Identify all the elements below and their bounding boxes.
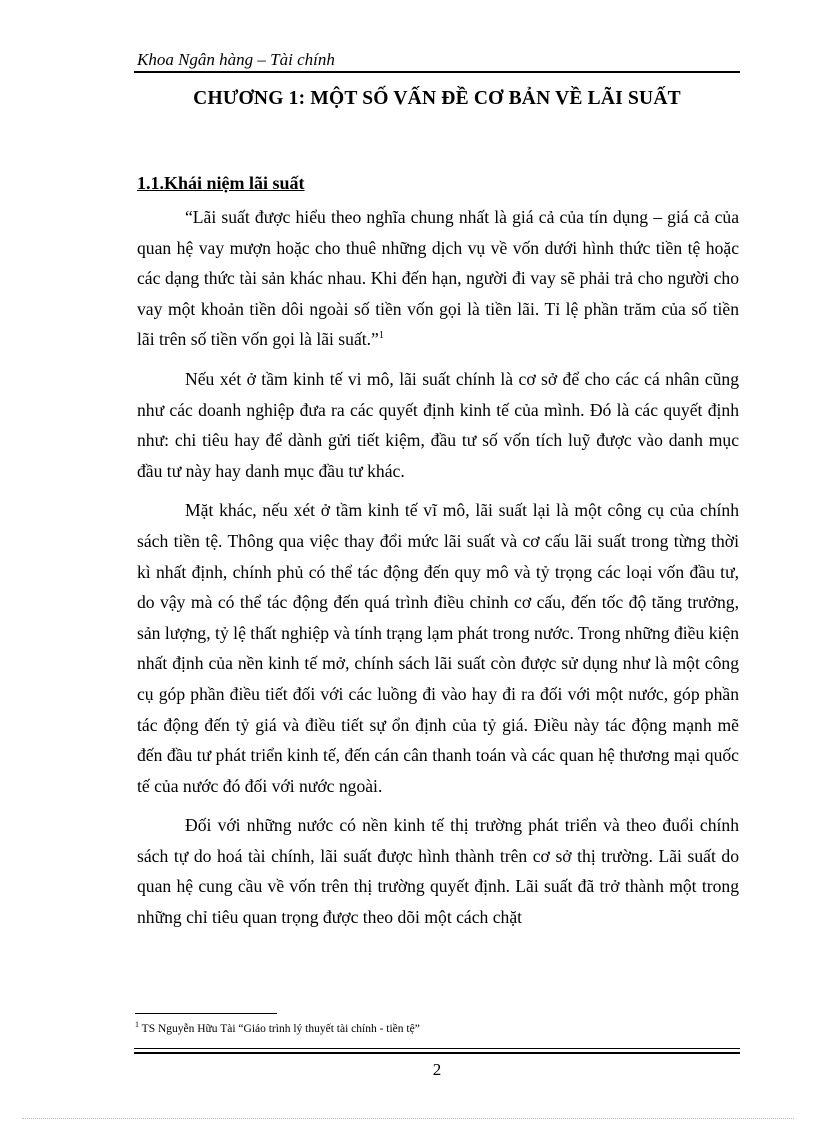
page-header: Khoa Ngân hàng – Tài chính bbox=[137, 50, 335, 69]
section-heading: 1.1.Khái niệm lãi suất bbox=[137, 173, 305, 193]
footnote-separator bbox=[135, 1013, 277, 1014]
footer-rule-thick bbox=[134, 1052, 740, 1054]
page-edge-divider bbox=[22, 1118, 794, 1119]
footer-rule bbox=[134, 1048, 740, 1049]
footnote-text: TS Nguyễn Hữu Tài “Giáo trình lý thuyết tài chính - tiền tệ” bbox=[141, 1022, 420, 1035]
footnote-reference[interactable]: 1 bbox=[378, 330, 384, 342]
header-rule bbox=[134, 71, 740, 73]
paragraph: Mặt khác, nếu xét ở tầm kinh tế vĩ mô, lãi suất lại là một công cụ của chính sách tiền tệ. Thông qua việc thay đổi mức lãi suất và cơ cấu lãi suất trong từng thời kì nhất định, chính phủ có thể tác động đến quy mô và tỷ trọng các loại vốn đầu tư, do vậy mà có thể tác động đến quá trình điều chỉnh cơ cấu, đến tốc độ tăng trưởng, sản lượng, tỷ lệ thất nghiệp và tính trạng lạm phát trong nước. Trong những điều kiện nhất định của nền kinh tế mở, chính sách lãi suất còn được sử dụng như là một công cụ góp phần điều tiết đối với các luồng đi vào hay đi ra đối với một nước, góp phần tác động đến tỷ giá và điều tiết sự ổn định của tỷ giá. Điều này tác động mạnh mẽ đến đầu tư phát triển kinh tế, đến cán cân thanh toán và các quan hệ thương mại quốc tế của nước đó đối với nước ngoài. bbox=[137, 500, 739, 796]
body-text bbox=[137, 202, 739, 942]
chapter-title: CHƯƠNG 1: MỘT SỐ VẤN ĐỀ CƠ BẢN VỀ LÃI SUẤT bbox=[193, 88, 681, 109]
paragraph-text: “Lãi suất được hiểu theo nghĩa chung nhất là giá cả của tín dụng – giá cả của quan hệ vay mượn hoặc cho thuê những dịch vụ về vốn dưới hình thức tiền tệ hoặc các dạng thức tài sản khác nhau. Khi đến hạn, người đi vay sẽ phải trả cho người cho vay một khoản tiền dôi ngoài số tiền vốn gọi là tiền lãi. Tỉ lệ phần trăm của số tiền lãi trên số tiền vốn gọi là lãi suất.” bbox=[137, 207, 739, 350]
paragraph bbox=[137, 202, 739, 355]
paragraph: Đối với những nước có nền kinh tế thị trường phát triển và theo đuổi chính sách tự do hoá tài chính, lãi suất được hình thành trên cơ sở thị trường. Lãi suất do quan hệ cung cầu về vốn trên thị trường quyết định. Lãi suất đã trở thành một trong những chỉ tiêu quan trọng được theo dõi một cách chặt bbox=[137, 815, 739, 928]
footnote bbox=[135, 1020, 420, 1035]
footnote-number: 1 bbox=[135, 1020, 139, 1029]
paragraph: Nếu xét ở tầm kinh tế vi mô, lãi suất chính là cơ sở để cho các cá nhân cũng như các doanh nghiệp đưa ra các quyết định kinh tế của mình. Đó là các quyết định như: chi tiêu hay để dành gửi tiết kiệm, đầu tư số vốn tích luỹ được vào danh mục đầu tư này hay danh mục đầu tư khác. bbox=[137, 368, 739, 481]
page-number: 2 bbox=[432, 1060, 442, 1079]
